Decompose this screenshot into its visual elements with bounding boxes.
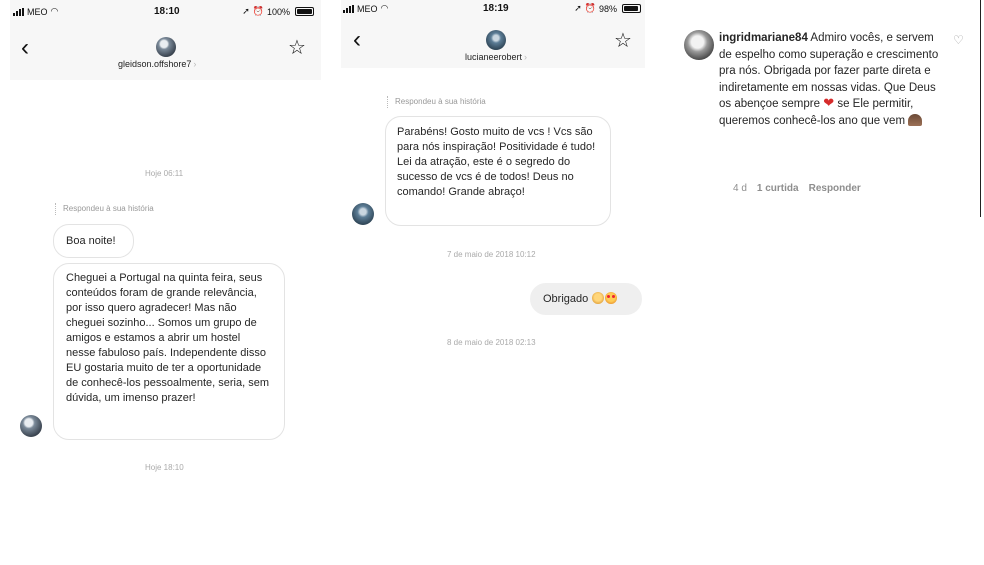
- signal-icon: [13, 8, 24, 16]
- timestamp: 7 de maio de 2018 10:12: [447, 250, 536, 259]
- red-heart-emoji-icon: ❤: [823, 95, 835, 111]
- message-text: Obrigado: [543, 293, 589, 305]
- timestamp: Hoje 06:11: [145, 169, 184, 178]
- chevron-right-icon: ›: [193, 59, 197, 69]
- message-bubble: [53, 263, 285, 440]
- commenter-avatar[interactable]: [684, 30, 714, 60]
- story-reply-label: Respondeu à sua história: [387, 96, 486, 108]
- reply-button[interactable]: Responder: [808, 183, 861, 194]
- message-text: Cheguei a Portugal na quinta feira, seus conteúdos foram de grande relevância, por isso quero agradecer! Mas não cheguei sozinho... Somos um grupo de amigos e estamos a abrir um hostel nesse fabuloso país. Independente disso EU gostaria muito de ter a oportunidade de conhecê-los pessoalmente, seria, sem dúvida, um imenso prazer!: [66, 272, 269, 404]
- signal-icon: [343, 5, 354, 13]
- message-bubble: [53, 224, 134, 258]
- alarm-icon: ⏰: [584, 3, 596, 13]
- chat-username[interactable]: [465, 52, 527, 62]
- back-chevron-icon[interactable]: ‹: [353, 26, 361, 53]
- sender-avatar[interactable]: [352, 203, 374, 225]
- location-icon: ➚: [242, 6, 250, 16]
- screen1-status-bar: [13, 6, 318, 17]
- heart-eyes-emoji-icon: [605, 292, 617, 304]
- alarm-icon: ⏰: [252, 6, 264, 16]
- carrier-label: MEO: [357, 3, 378, 14]
- message-bubble: [385, 116, 611, 226]
- battery-percent: 100%: [266, 6, 290, 17]
- chevron-right-icon: ›: [524, 52, 528, 62]
- location-icon: ➚: [574, 3, 582, 13]
- message-text: Parabéns! Gosto muito de vcs ! Vcs são para nós inspiração! Positividade é tudo! Lei da atração, este é o segredo do sucesso de vcs é de todos! Deus no comando! Grande abraço!: [397, 126, 596, 198]
- divider: [980, 0, 981, 217]
- story-reply-label: Respondeu à sua história: [55, 203, 154, 215]
- comment-body: Admiro vocês, e servem de espelho como superação e crescimento pra nós. Obrigada por fazer parte direta e indiretamente em nossas vidas. Que Deus os abençoe sempre: [719, 32, 939, 111]
- timestamp: 8 de maio de 2018 02:13: [447, 338, 536, 347]
- battery-icon: [295, 7, 314, 16]
- wifi-icon: ◠: [380, 3, 389, 13]
- status-time: 18:19: [483, 3, 509, 14]
- heart-outline-icon[interactable]: ♡: [953, 33, 964, 47]
- wifi-icon: ◠: [50, 6, 59, 16]
- comment-username[interactable]: ingridmariane84: [719, 32, 808, 44]
- sender-avatar[interactable]: [20, 415, 42, 437]
- sent-message-bubble: [530, 283, 642, 315]
- timestamp: Hoje 18:10: [145, 463, 184, 472]
- couple-emoji-icon: [908, 114, 922, 126]
- chat-username[interactable]: [118, 59, 196, 69]
- comment-body-cont: se Ele permitir, queremos conhecê-los ano que vem: [719, 98, 914, 127]
- avatar[interactable]: [486, 30, 506, 50]
- carrier-label: MEO: [27, 6, 48, 17]
- comment-time: 4 d: [733, 183, 747, 194]
- status-time: 18:10: [154, 6, 180, 17]
- message-text: Boa noite!: [66, 235, 116, 247]
- username-label: gleidson.offshore7: [118, 59, 192, 69]
- star-icon[interactable]: ☆: [288, 37, 306, 59]
- back-chevron-icon[interactable]: ‹: [21, 34, 29, 61]
- avatar[interactable]: [156, 37, 176, 57]
- username-label: lucianeerobert: [465, 52, 523, 62]
- battery-percent: 98%: [598, 3, 617, 14]
- star-icon[interactable]: ☆: [614, 30, 632, 52]
- screen2-status-bar: [343, 3, 643, 14]
- comment-likes[interactable]: 1 curtida: [756, 183, 799, 194]
- comment-meta: [733, 183, 861, 194]
- battery-icon: [622, 4, 641, 13]
- clapping-emoji-icon: [592, 292, 604, 304]
- comment-text: [719, 30, 941, 130]
